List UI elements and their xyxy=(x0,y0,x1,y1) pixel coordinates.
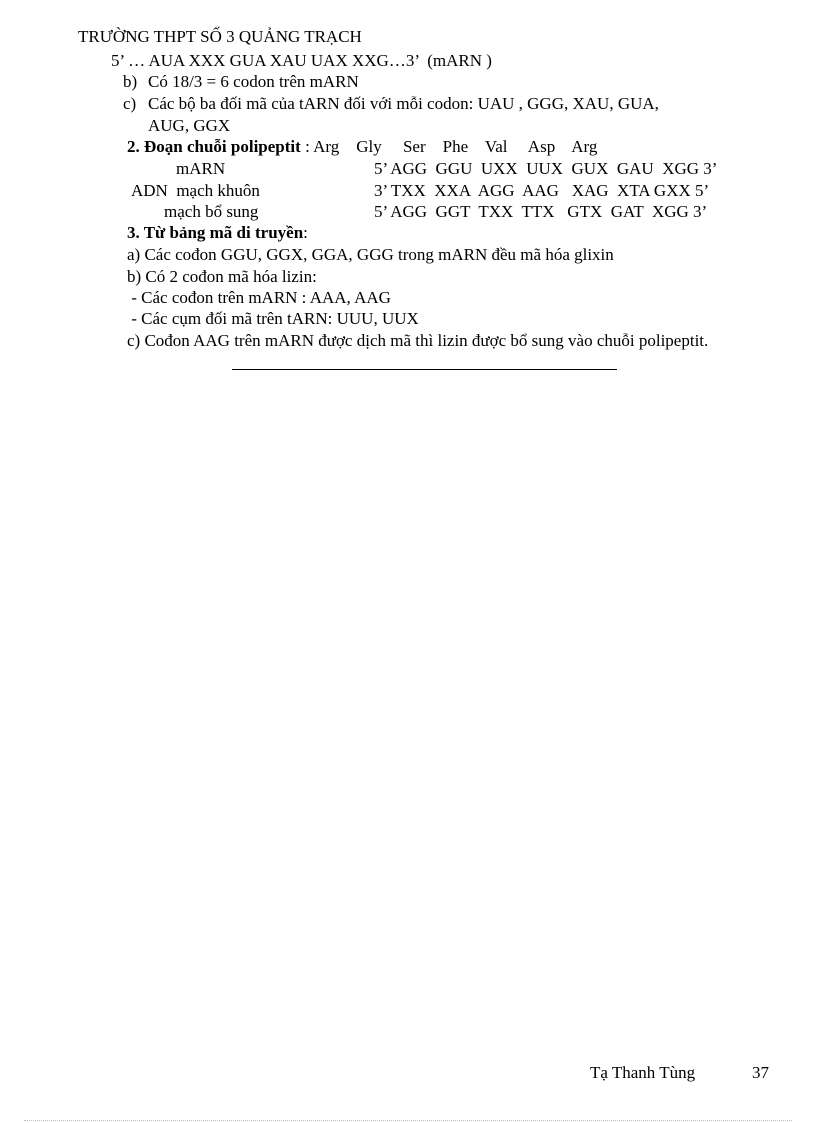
complement-strand-label: mạch bổ sung xyxy=(164,202,259,221)
polipeptit-heading-line xyxy=(127,136,597,157)
item-c-text-line1: Các bộ ba đối mã của tARN đối với mỗi codon: UAU , GGG, XAU, GUA, xyxy=(148,94,659,113)
mrna-sequence-line: 5’ … AUA XXX GUA XAU UAX XXG…3’ (mARN ) xyxy=(111,51,492,70)
polipeptit-amino-acids: : Arg Gly Ser Phe Val Asp Arg xyxy=(300,137,598,156)
item-b-text: Có 18/3 = 6 codon trên mARN xyxy=(148,72,359,91)
mrna-label: mARN xyxy=(176,159,226,178)
item-c-marker: c) xyxy=(123,94,137,113)
footer-author: Tạ Thanh Tùng xyxy=(590,1063,696,1082)
section3-item-b: b) Có 2 cođon mã hóa lizin: xyxy=(127,267,317,286)
section-end-rule xyxy=(232,369,617,370)
complement-strand-seq: 5’ AGG GGT TXX TTX GTX GAT XGG 3’ xyxy=(374,202,708,221)
genetic-code-heading-line xyxy=(127,222,308,243)
genetic-code-heading-colon: : xyxy=(303,223,308,242)
section3-item-b-anticodons: - Các cụm đối mã trên tARN: UUU, UUX xyxy=(127,309,419,328)
section3-item-b-codons: - Các cođon trên mARN : AAA, AAG xyxy=(127,288,391,307)
section3-item-a: a) Các cođon GGU, GGX, GGA, GGG trong mARN đều mã hóa glixin xyxy=(127,245,614,264)
adn-template-label: ADN mạch khuôn xyxy=(131,181,260,200)
item-b-marker: b) xyxy=(123,72,138,91)
genetic-code-heading: 3. Từ bảng mã di truyền xyxy=(127,223,304,242)
adn-template-seq: 3’ TXX XXA AGG AAG XAG XTA GXX 5’ xyxy=(374,181,710,200)
section3-item-c: c) Cođon AAG trên mARN được dịch mã thì lizin được bổ sung vào chuỗi polipeptit. xyxy=(127,331,709,350)
item-c-text-line2: AUG, GGX xyxy=(148,116,231,135)
polipeptit-heading: 2. Đoạn chuỗi polipeptit xyxy=(127,137,301,156)
mrna-seq: 5’ AGG GGU UXX UUX GUX GAU XGG 3’ xyxy=(374,159,718,178)
footer-page-number: 37 xyxy=(752,1063,769,1082)
school-header: TRƯỜNG THPT SỐ 3 QUẢNG TRẠCH xyxy=(78,27,362,46)
page-bottom-border xyxy=(24,1120,792,1121)
